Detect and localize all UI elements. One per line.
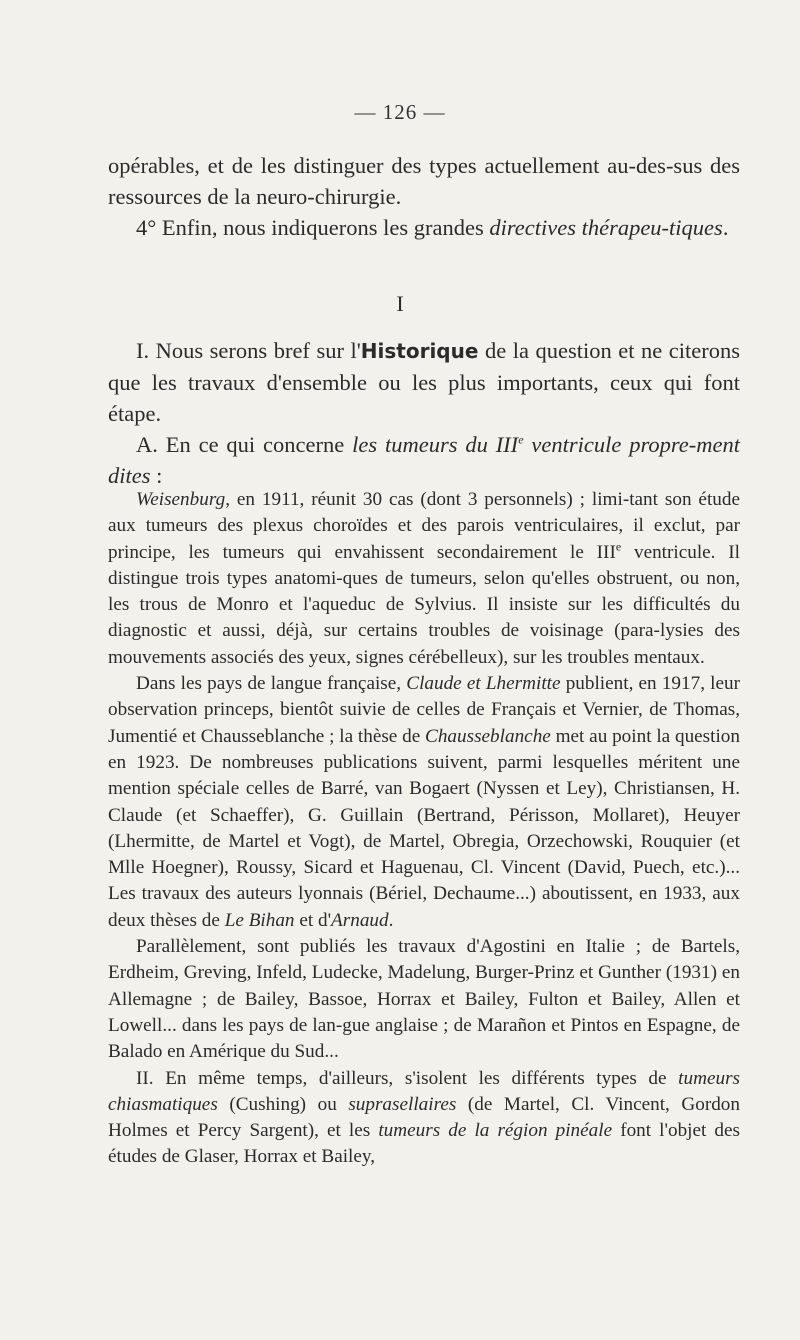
page-number: — 126 — — [354, 100, 446, 124]
item4-italic: directives thérapeu-tiques — [489, 215, 723, 240]
section-a-suffix: : — [150, 463, 163, 488]
section-a-italic-text: les tumeurs du III — [352, 432, 519, 457]
dans-italic2: Chausseblanche — [425, 725, 551, 747]
weisenburg-text1: , en 1911, réunit 30 cas (dont 3 personnels) ; limi-tant son étude aux tumeurs des plexus choroïdes et des parois ventriculaires, il exclut, par principe, les tumeurs qui envahissent secondairement le III — [108, 489, 740, 563]
ii-text2: (Cushing) ou — [217, 1093, 349, 1115]
ii-text1: II. En même temps, d'ailleurs, s'isolent les différents types de — [136, 1067, 679, 1089]
historique-prefix: I. Nous serons bref sur l' — [136, 338, 361, 363]
dans-text5: . — [388, 909, 394, 931]
item4-paragraph — [108, 212, 740, 243]
dans-text4: et d' — [294, 909, 332, 931]
weisenburg-sup: e — [615, 539, 622, 554]
intro-block — [108, 150, 740, 243]
section-a-paragraph — [108, 429, 740, 491]
section-numeral: I — [396, 291, 404, 316]
section-a-prefix: A. En ce qui concerne — [136, 432, 353, 457]
item4-suffix: . — [722, 215, 729, 240]
historique-paragraph — [108, 335, 740, 429]
ii-italic3: tumeurs de la région pinéale — [378, 1120, 613, 1142]
dans-italic1: Claude et Lhermitte — [406, 673, 561, 695]
small-text-block — [108, 487, 740, 1171]
ii-text4: font l'objet des études de Glaser, Horrax et Bailey, — [108, 1120, 740, 1168]
dans-text3: met au point la question en 1923. De nombreuses publications suivent, parmi lesquelles méritent une mention spéciale celles de Barré, van Bogaert (Nyssen et Ley), Christiansen, H. Claude (et Schaeffer), G. Guillain (Bertrand, Périsson, Mollaret), Heuyer (Lhermitte, de Martel et Vogt), de Martel, Obregia, Orzechowski, Rouquier (et Mlle Hoegner), Roussy, Sicard et Haguenau, Cl. Vincent (David, Puech, etc.)... Les travaux des auteurs lyonnais (Bériel, Dechaume...) aboutissent, en 1933, aux deux thèses de — [108, 725, 740, 931]
dans-text2: publient, en 1917, leur observation princeps, bientôt suivie de celles de Français et Vernier, de Thomas, Jumentié et Chausseblanche ; la thèse de — [108, 673, 741, 747]
dans-italic3: Le Bihan — [224, 909, 295, 931]
historique-bold: Historique — [360, 339, 479, 363]
weisenburg-name: Weisenburg — [136, 489, 226, 510]
historique-suffix: de la question et ne citerons que les travaux d'ensemble ou les plus importants, ceux qui font étape. — [108, 338, 741, 426]
dans-paragraph — [108, 671, 740, 934]
dans-italic4: Arnaud — [331, 909, 389, 931]
section-ii-paragraph — [108, 1066, 740, 1171]
parallelement-paragraph — [108, 934, 740, 1065]
ii-italic2: suprasellaires — [348, 1093, 457, 1115]
intro-text: opérables, et de les distinguer des types actuellement au-des-sus des ressources de la neuro-chirurgie. — [108, 153, 740, 209]
section-a-sup: e — [518, 432, 524, 447]
weisenburg-paragraph — [108, 487, 740, 671]
item4-prefix: 4° Enfin, nous indiquerons les grandes — [136, 215, 490, 240]
section1-block — [108, 335, 740, 491]
parallelement-text: Parallèlement, sont publiés les travaux d'Agostini en Italie ; de Bartels, Erdheim, Greving, Infeld, Ludecke, Madelung, Burger-Prinz et Gunther (1931) en Allemagne ; de Bailey, Bassoe, Horrax et Bailey, Fulton et Bailey, Allen et Lowell... dans les pays de lan-gue anglaise ; de Marañon et Pintos en Espagne, de Balado en Amérique du Sud... — [108, 936, 740, 1063]
dans-text1: Dans les pays de langue française, — [136, 673, 407, 695]
ii-text3: (de Martel, Cl. Vincent, Gordon Holmes et Percy Sargent), et les — [108, 1093, 740, 1142]
section-a-italic-text2: ventricule propre-ment dites — [108, 432, 741, 488]
ii-italic1: tumeurs chiasmatiques — [108, 1067, 740, 1115]
weisenburg-text2: ventricule. Il distingue trois types anatomi-ques de tumeurs, selon qu'elles obstruent, ou non, les trous de Monro et l'aqueduc de Sylvius. Il insiste sur les difficultés du diagnostic et aussi, déjà, sur certains troubles de voisinage (para-lysies des mouvements associés des yeux, signes cérébelleux), sur les troubles mentaux. — [108, 541, 740, 668]
intro-paragraph — [108, 150, 740, 212]
